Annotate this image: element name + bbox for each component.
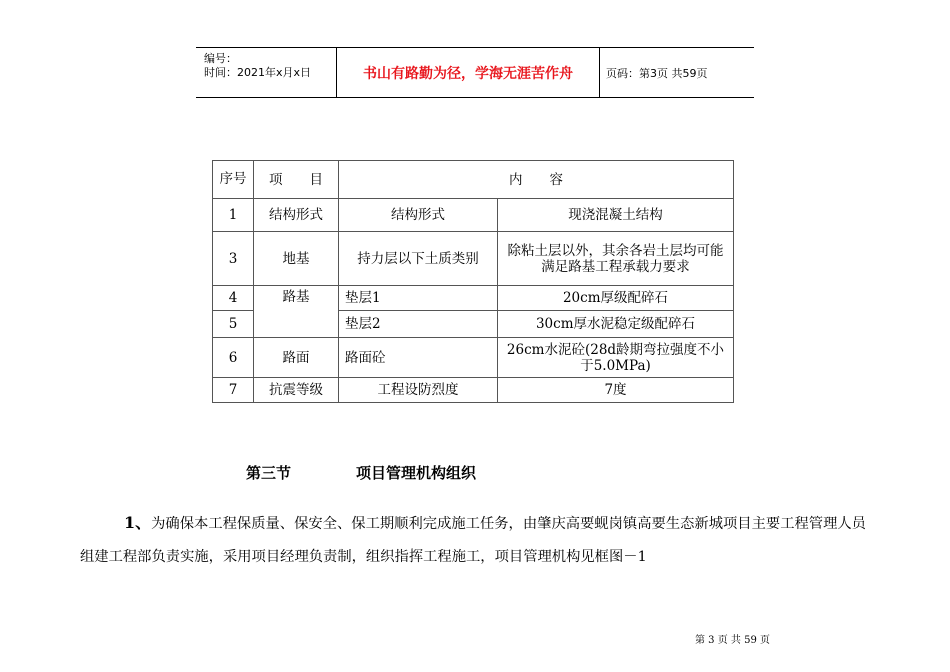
cell-value: 20cm厚级配碎石 <box>498 286 734 311</box>
date-label: 时间：2021年x月x日 <box>204 66 312 79</box>
cell-sub: 工程设防烈度 <box>339 378 498 403</box>
section-heading <box>246 462 477 483</box>
cell-sub: 结构形式 <box>339 199 498 232</box>
table-row <box>213 199 734 232</box>
header-meta <box>196 48 337 97</box>
header-page: 页码：第3页 共59页 <box>606 66 708 80</box>
head-content: 内 容 <box>339 161 734 199</box>
cell-item: 抗震等级 <box>254 378 339 403</box>
code-label: 编号： <box>204 52 237 65</box>
page-footer: 第 3 页 共 59 页 <box>695 635 770 646</box>
cell-no: 3 <box>213 232 254 286</box>
cell-item: 路基 <box>254 286 339 338</box>
cell-no: 7 <box>213 378 254 403</box>
table-row <box>213 286 734 311</box>
cell-sub: 路面砼 <box>339 338 498 378</box>
cell-no: 5 <box>213 311 254 338</box>
section-title: 项目管理机构组织 <box>356 464 477 482</box>
cell-sub: 垫层2 <box>339 311 498 338</box>
table-header-row <box>213 161 734 199</box>
cell-no: 4 <box>213 286 254 311</box>
page-header <box>196 47 754 98</box>
cell-no: 1 <box>213 199 254 232</box>
cell-value: 30cm厚水泥稳定级配碎石 <box>498 311 734 338</box>
head-item: 项 目 <box>254 161 339 199</box>
table-row <box>213 338 734 378</box>
table-row <box>213 378 734 403</box>
spec-table <box>212 160 734 403</box>
cell-no: 6 <box>213 338 254 378</box>
head-no: 序号 <box>213 161 254 199</box>
cell-value: 7度 <box>498 378 734 403</box>
paragraph-number: 1、 <box>124 513 152 532</box>
cell-item: 结构形式 <box>254 199 339 232</box>
cell-sub: 垫层1 <box>339 286 498 311</box>
body-paragraph <box>80 506 872 574</box>
table-row <box>213 232 734 286</box>
paragraph-text: 为确保本工程保质量、保安全、保工期顺利完成施工任务，由肇庆高要蚬岗镇高要生态新城项目主要工程管理人员组建工程部负责实施，采用项目经理负责制，组织指挥工程施工，项目管理机构见框图－1 <box>80 516 866 565</box>
section-number: 第三节 <box>246 464 292 482</box>
cell-value: 现浇混凝土结构 <box>498 199 734 232</box>
cell-value: 除粘土层以外，其余各岩土层均可能满足路基工程承载力要求 <box>498 232 734 286</box>
cell-item: 路面 <box>254 338 339 378</box>
cell-sub: 持力层以下土质类别 <box>339 232 498 286</box>
cell-item: 地基 <box>254 232 339 286</box>
header-motto: 书山有路勤为径，学海无涯苦作舟 <box>337 48 600 97</box>
cell-value: 26cm水泥砼(28d龄期弯拉强度不小于5.0MPa) <box>498 338 734 378</box>
